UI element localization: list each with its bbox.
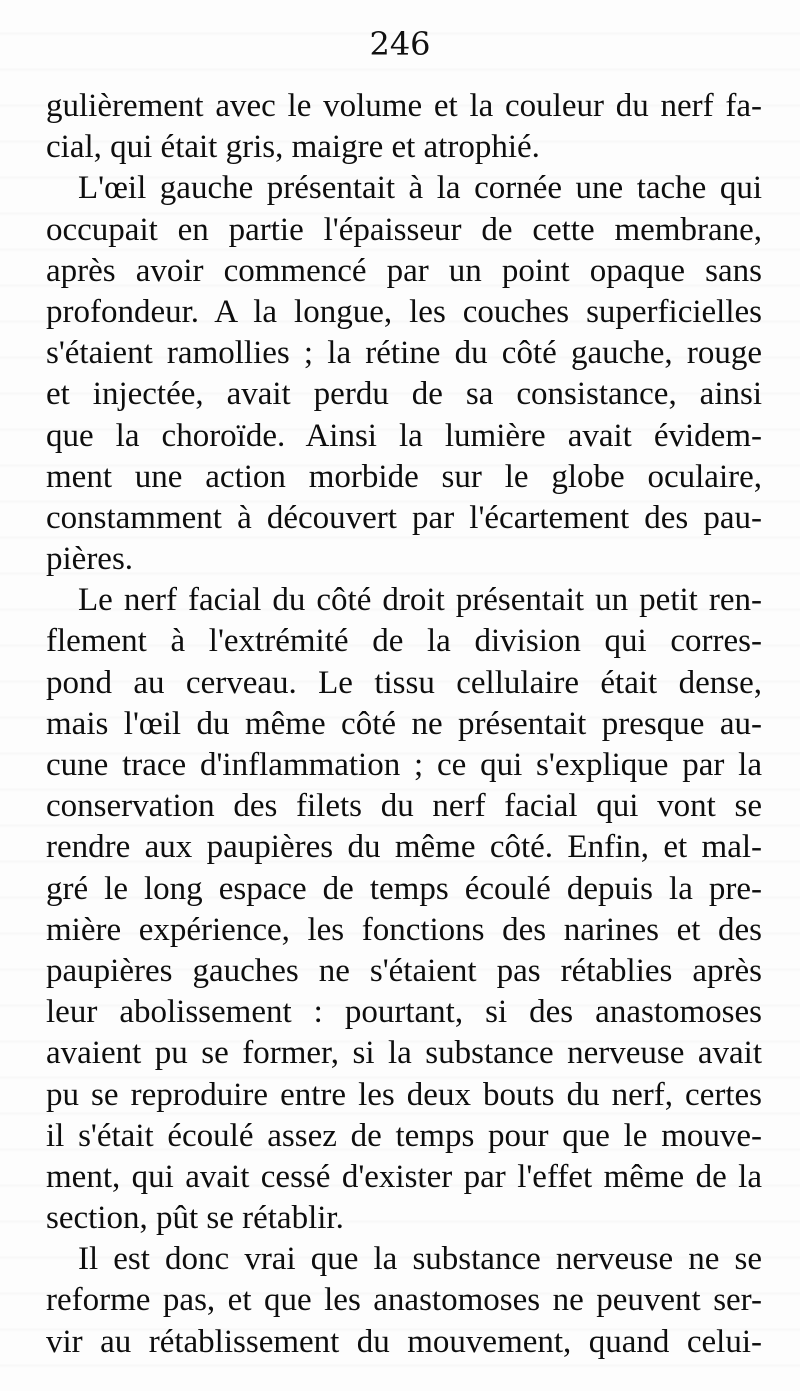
- text-line: profondeur. A la longue, les couches superficielles: [46, 293, 762, 330]
- text-line: ment une action morbide sur le globe oculaire,: [46, 458, 762, 495]
- text-line: ment, qui avait cessé d'exister par l'effet même de la: [46, 1158, 762, 1195]
- text-line: Le nerf facial du côté droit présentait un petit ren-: [78, 582, 762, 619]
- text-line: mais l'œil du même côté ne présentait presque au-: [46, 705, 762, 742]
- text-line: que la choroïde. Ainsi la lumière avait évidem-: [46, 417, 762, 454]
- text-line: pond au cerveau. Le tissu cellulaire était dense,: [46, 664, 762, 701]
- text-line: reforme pas, et que les anastomoses ne peuvent ser-: [46, 1282, 762, 1319]
- text-line: cial, qui était gris, maigre et atrophié.: [46, 129, 540, 166]
- text-line: gulièrement avec le volume et la couleur du nerf fa-: [46, 88, 762, 124]
- page-number: 246: [369, 25, 431, 63]
- text-line: vir au rétablissement du mouvement, quand celui-: [46, 1323, 762, 1360]
- text-line: rendre aux paupières du même côté. Enfin, et mal-: [46, 829, 762, 866]
- text-line: et injectée, avait perdu de sa consistance, ainsi: [46, 376, 762, 413]
- text-line: pières.: [46, 541, 134, 578]
- text-line: il s'était écoulé assez de temps pour que le mouve-: [46, 1117, 762, 1154]
- text-line: section, pût se rétablir.: [46, 1200, 344, 1237]
- text-line: occupait en partie l'épaisseur de cette membrane,: [46, 211, 762, 248]
- text-line: L'œil gauche présentait à la cornée une tache qui: [78, 170, 762, 207]
- text-line: après avoir commencé par un point opaque sans: [46, 252, 762, 289]
- text-line: avaient pu se former, si la substance nerveuse avait: [46, 1035, 762, 1072]
- text-line: conservation des filets du nerf facial qui vont se: [46, 788, 762, 825]
- text-line: mière expérience, les fonctions des narines et des: [46, 911, 762, 948]
- text-line: pu se reproduire entre les deux bouts du nerf, certes: [46, 1076, 762, 1113]
- text-line: cune trace d'inflammation ; ce qui s'explique par la: [46, 747, 762, 783]
- text-line: paupières gauches ne s'étaient pas rétablies après: [46, 952, 762, 989]
- text-line: s'étaient ramollies ; la rétine du côté gauche, rouge: [46, 335, 762, 372]
- body-text: [46, 86, 762, 1363]
- text-line: flement à l'extrémité de la division qui corres-: [46, 623, 762, 660]
- text-line: Il est donc vrai que la substance nerveuse ne se: [78, 1241, 762, 1278]
- text-line: constamment à découvert par l'écartement des pau-: [46, 499, 762, 536]
- text-line: leur abolissement : pourtant, si des anastomoses: [46, 994, 762, 1031]
- text-line: gré le long espace de temps écoulé depuis la pre-: [46, 870, 762, 907]
